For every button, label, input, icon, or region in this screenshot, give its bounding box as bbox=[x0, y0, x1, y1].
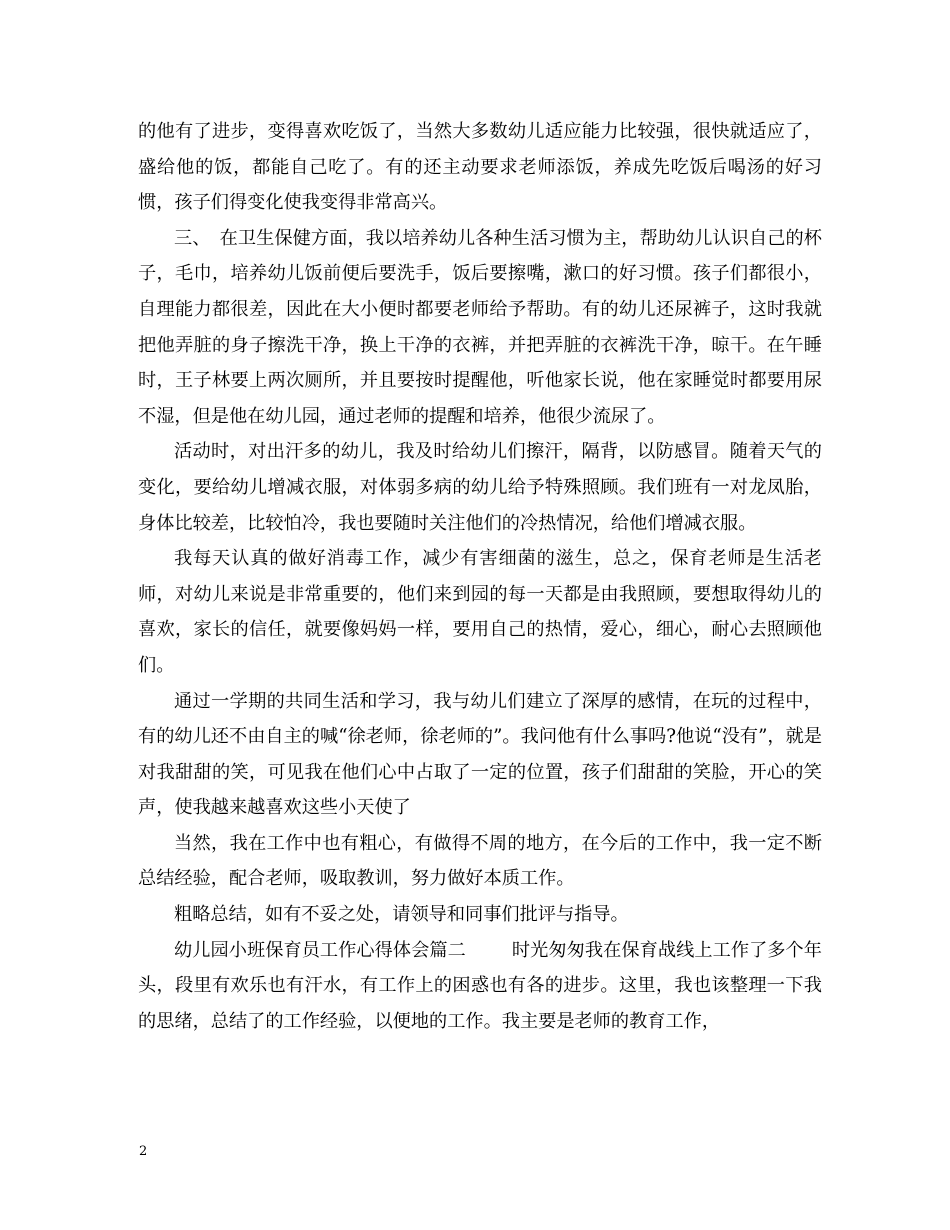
paragraph-hygiene-care: 三、 在卫生保健方面，我以培养幼儿各种生活习惯为主，帮助幼儿认识自己的杯子，毛巾，培养幼儿饭前便后要洗手，饭后要擦嘴，漱口的好习惯。孩子们都很小，自理能力都很差，因此在大小便时都要老师给予帮助。有的幼儿还尿裤子，这时我就把他弄脏的身子擦洗干净，换上干净的衣裤，并把弄脏的衣裤洗干净，晾干。在午睡时，王子林要上两次厕所，并且要按时提醒他，听他家长说，他在家睡觉时都要用尿不湿，但是他在幼儿园，通过老师的提醒和培养，他很少流尿了。 bbox=[138, 227, 822, 427]
article-two-text: 时光匆匆我在保育战线上工作了多个年头，段里有欢乐也有汗水，有工作上的困惑也有各的进步。这里，我也该整理一下我的思绪，总结了的工作经验，以便地的工作。我主要是老师的教育工作， bbox=[138, 939, 822, 1032]
article-two-heading: 幼儿园小班保育员工作心得体会篇二 bbox=[174, 939, 466, 961]
paragraph-eating-habits: 的他有了进步，变得喜欢吃饭了，当然大多数幼儿适应能力比较强，很快就适应了，盛给他的饭，都能自己吃了。有的还主动要求老师添饭，养成先吃饭后喝汤的好习惯，孩子们得变化使我变得非常高兴。 bbox=[138, 121, 822, 214]
paragraph-disinfection: 我每天认真的做好消毒工作，减少有害细菌的滋生，总之，保育老师是生活老师，对幼儿来说是非常重要的，他们来到园的每一天都是由我照顾，要想取得幼儿的喜欢，家长的信任，就要像妈妈一样，要用自己的热情，爱心，细心，耐心去照顾他们。 bbox=[138, 548, 822, 676]
paragraph-bond-with-children: 通过一学期的共同生活和学习，我与幼儿们建立了深厚的感情，在玩的过程中，有的幼儿还不由自主的喊“徐老师，徐老师的”。我问他有什么事吗?他说“没有”，就是对我甜甜的笑，可见我在他们心中占取了一定的位置，孩子们甜甜的笑脸，开心的笑声，使我越来越喜欢这些小天使了 bbox=[138, 690, 822, 819]
page-number: 2 bbox=[139, 1144, 148, 1159]
paragraph-closing-remark: 粗略总结，如有不妥之处，请领导和同事们批评与指导。 bbox=[174, 904, 629, 926]
document-body bbox=[138, 114, 822, 1039]
paragraph-article-two bbox=[138, 933, 822, 1040]
paragraph-self-reflection: 当然，我在工作中也有粗心，有做得不周的地方，在今后的工作中，我一定不断总结经验，配合老师，吸取教训，努力做好本质工作。 bbox=[138, 832, 822, 890]
paragraph-activity-care: 活动时，对出汗多的幼儿，我及时给幼儿们擦汗，隔背，以防感冒。随着天气的变化，要给幼儿增减衣服，对体弱多病的幼儿给予特殊照顾。我们班有一对龙凤胎，身体比较差，比较怕冷，我也要随时关注他们的冷热情况，给他们增减衣服。 bbox=[138, 441, 822, 534]
